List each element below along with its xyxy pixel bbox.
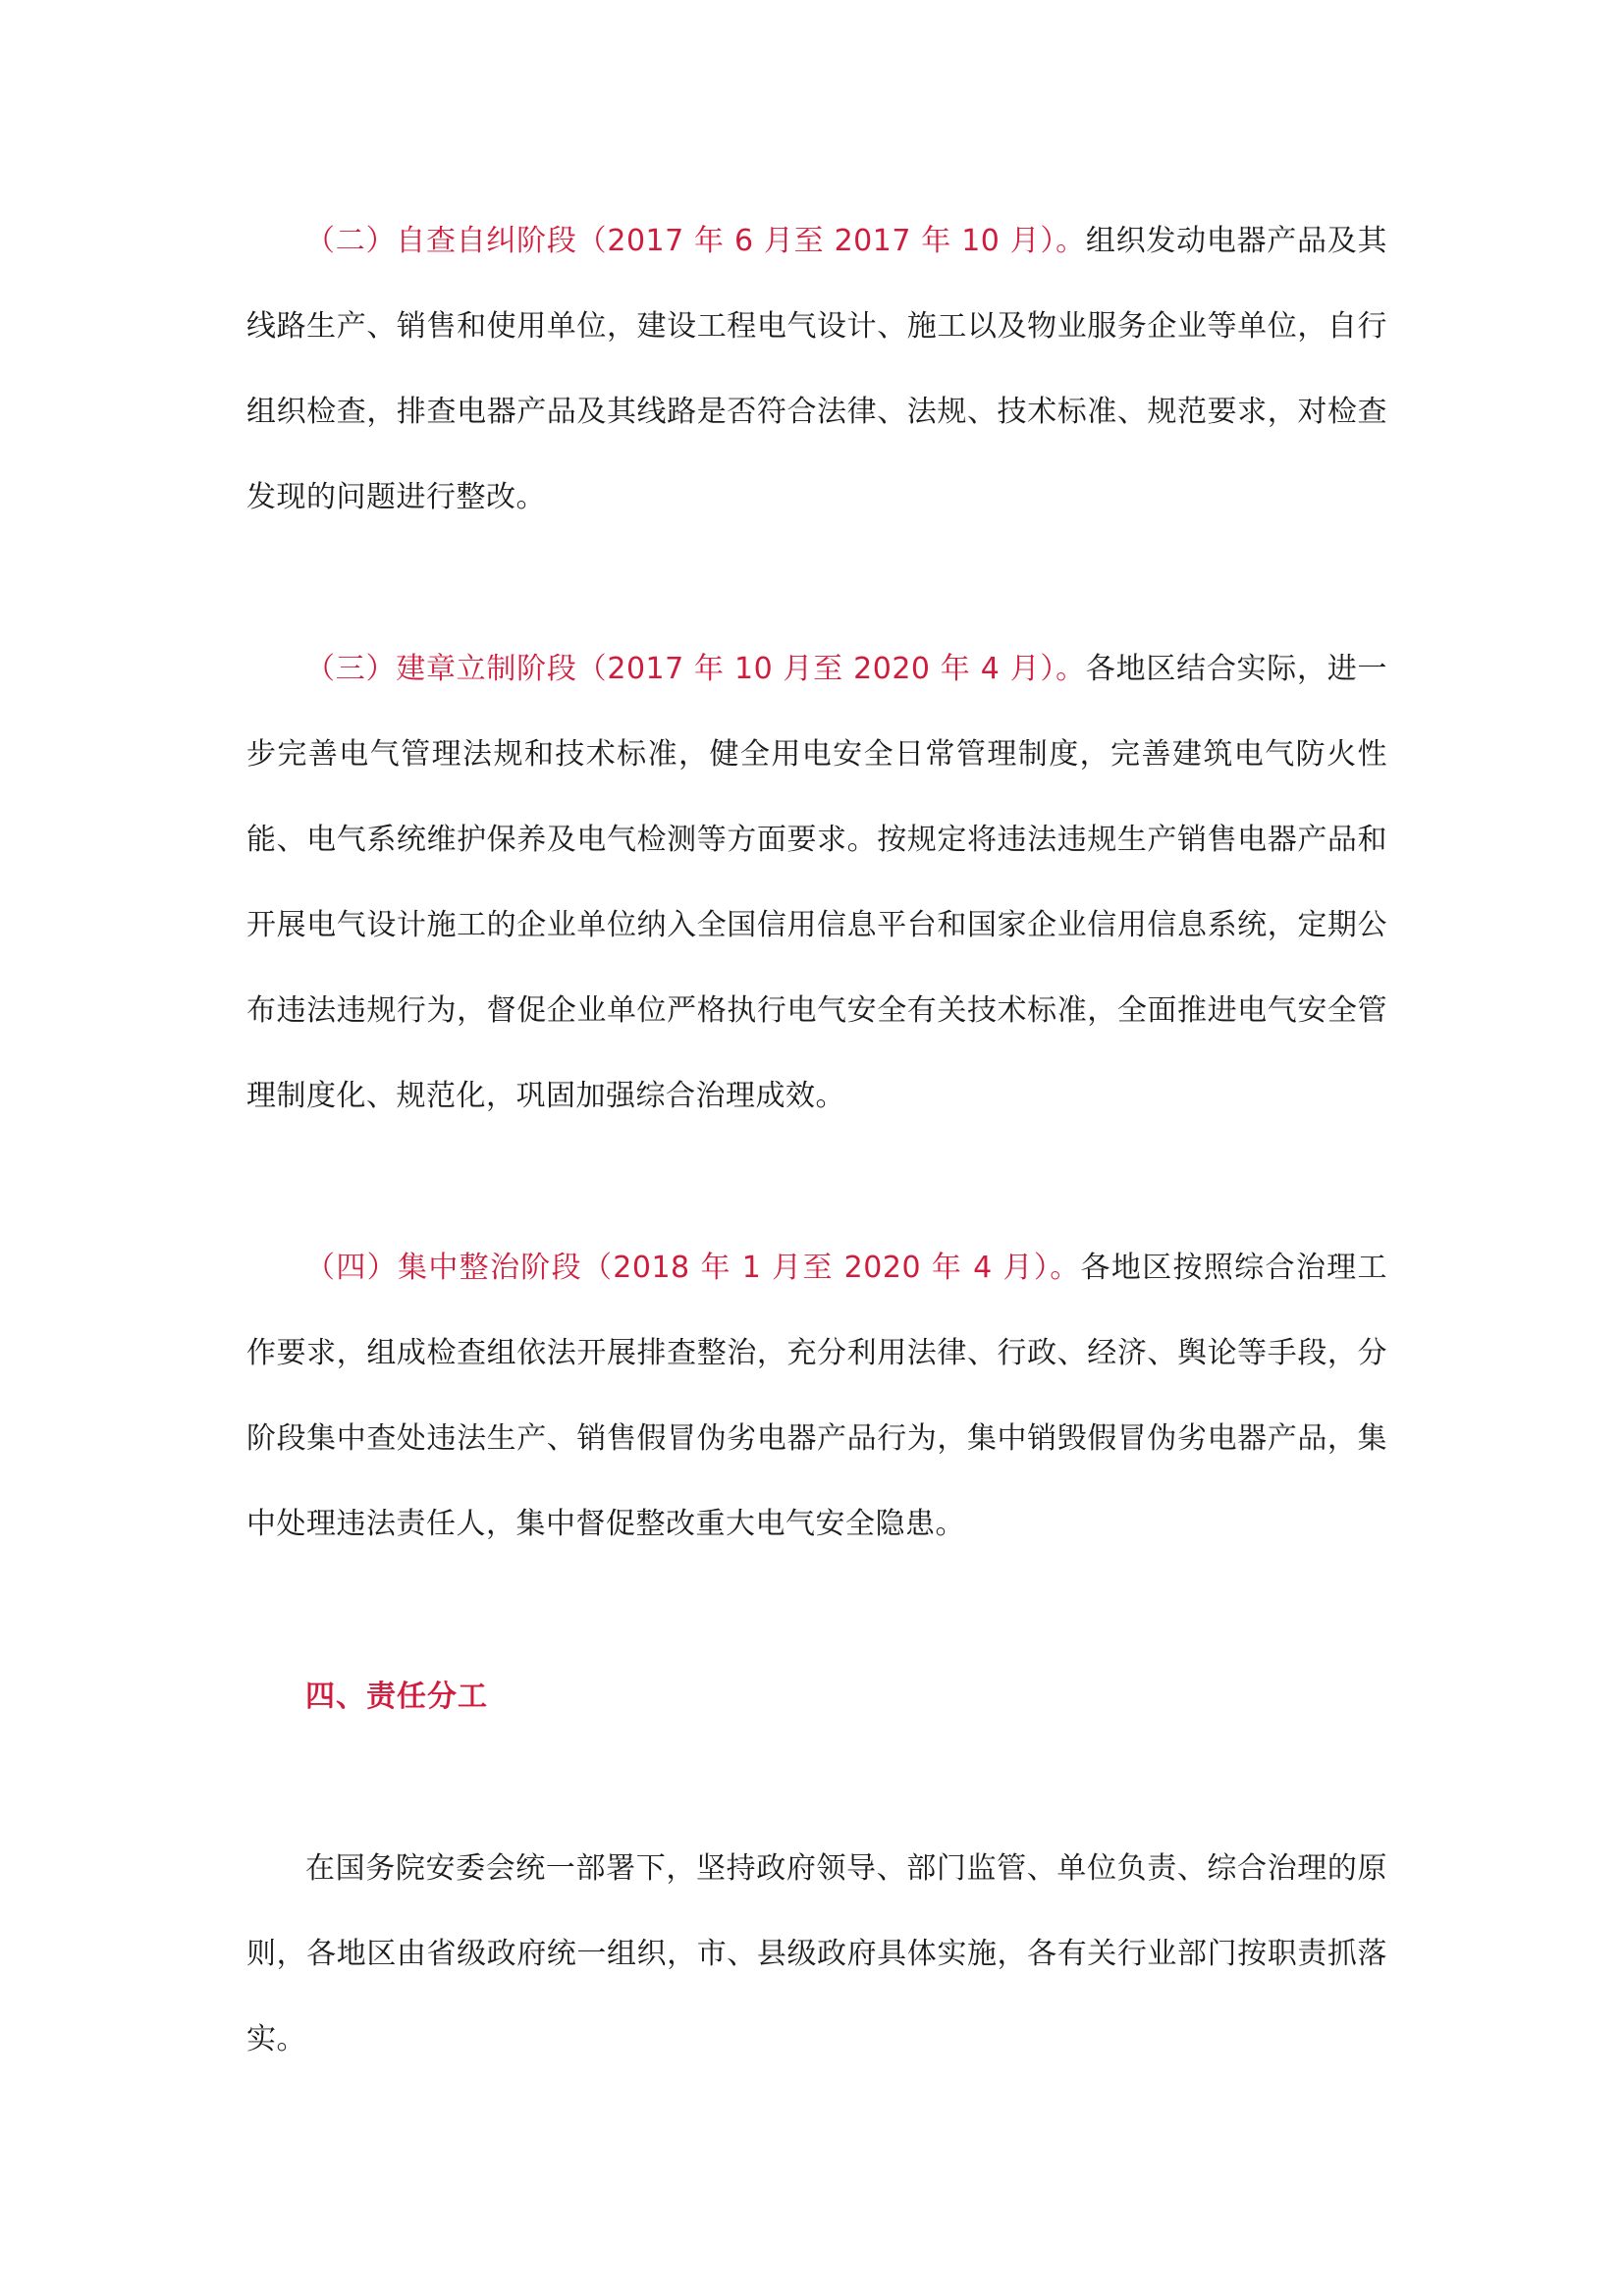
section-rule-building <box>246 626 1387 1139</box>
section-body: 组织发动电器产品及其线路生产、销售和使用单位，建设工程电气设计、施工以及物业服务企业等单位，自行组织检查，排查电器产品及其线路是否符合法律、法规、技术标准、规范要求，对检查发现的问题进行整改。 <box>246 224 1387 514</box>
section-concentrated-rectification <box>246 1225 1387 1567</box>
responsibility-paragraph: 在国务院安委会统一部署下，坚持政府领导、部门监管、单位负责、综合治理的原则，各地区由省级政府统一组织，市、县级政府具体实施，各有关行业部门按职责抓落实。 <box>246 1851 1387 2056</box>
section-heading: （三）建章立制阶段（2017 年 10 月至 2020 年 4 月）。 <box>305 652 1086 686</box>
section-self-inspection <box>246 198 1387 540</box>
chapter-heading-responsibility: 四、责任分工 <box>305 1680 488 1714</box>
section-heading: （二）自查自纠阶段（2017 年 6 月至 2017 年 10 月）。 <box>305 224 1086 258</box>
section-body: 各地区结合实际，进一步完善电气管理法规和技术标准，健全用电安全日常管理制度，完善建筑电气防火性能、电气系统维护保养及电气检测等方面要求。按规定将违法违规生产销售电器产品和开展电气设计施工的企业单位纳入全国信用信息平台和国家企业信用信息系统，定期公布违法违规行为，督促企业单位严格执行电气安全有关技术标准，全面推进电气安全管理制度化、规范化，巩固加强综合治理成效。 <box>246 652 1387 1113</box>
section-heading: （四）集中整治阶段（2018 年 1 月至 2020 年 4 月）。 <box>305 1251 1081 1285</box>
section-body: 各地区按照综合治理工作要求，组成检查组依法开展排查整治，充分利用法律、行政、经济、舆论等手段，分阶段集中查处违法生产、销售假冒伪劣电器产品行为，集中销毁假冒伪劣电器产品，集中处理违法责任人，集中督促整改重大电气安全隐患。 <box>246 1251 1387 1541</box>
